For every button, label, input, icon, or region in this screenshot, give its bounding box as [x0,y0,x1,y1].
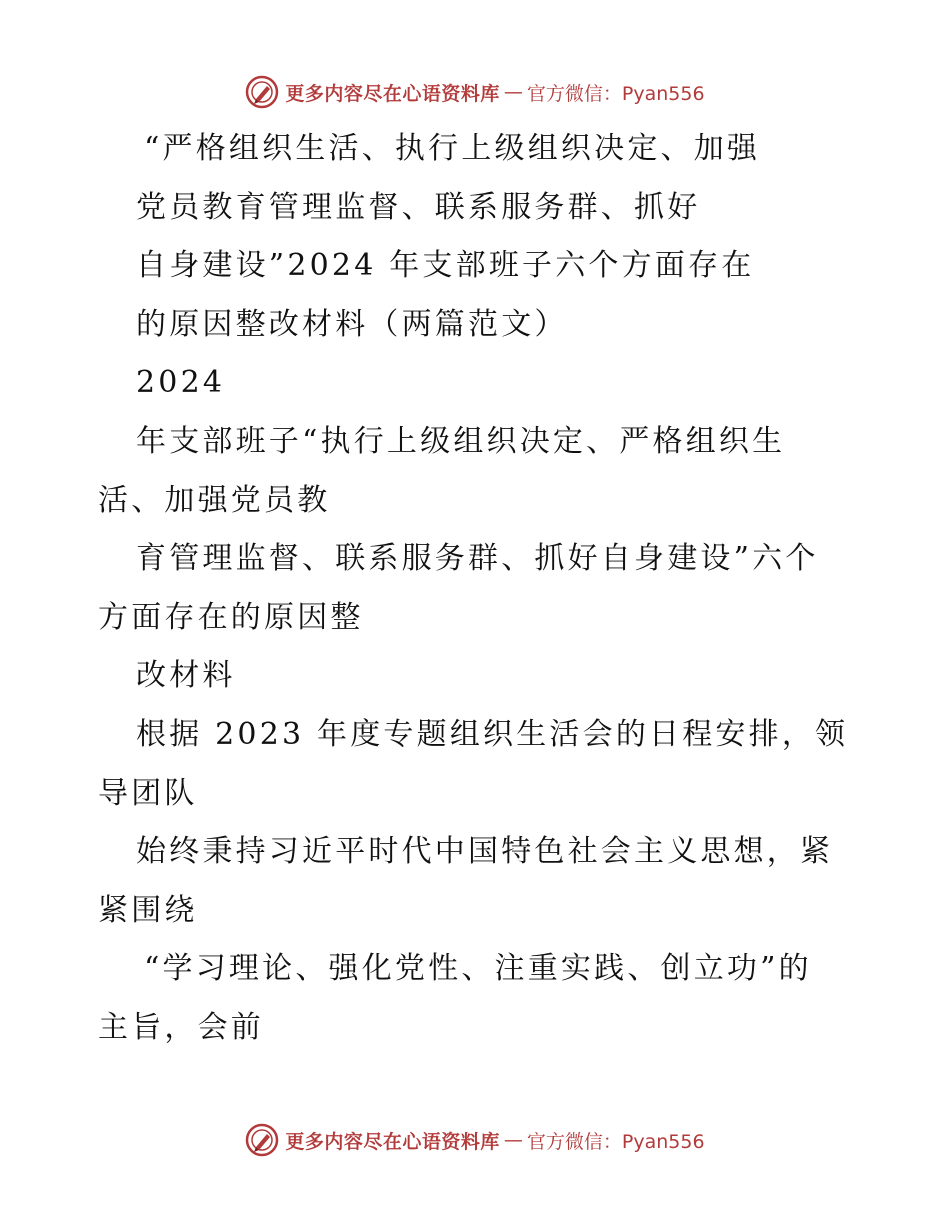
pen-logo-icon [245,1123,279,1157]
watermark-official-text: 官方微信：Pyan556 [526,1130,705,1153]
doc-line-year: 2024 [136,365,226,401]
header-watermark [0,72,950,112]
watermark-brand-text: 更多内容尽在心语资料库 [285,1130,500,1153]
doc-paragraph-line-4: 紧围绕 [98,892,198,928]
doc-subtitle-line-1: 年支部班子“执行上级组织决定、严格组织生 [136,423,786,459]
document-body [98,120,858,1058]
watermark-brand-text: 更多内容尽在心语资料库 [285,82,500,105]
footer-watermark [0,1120,950,1160]
watermark-separator: — [503,81,523,103]
doc-subtitle-line-4: 方面存在的原因整 [98,599,364,635]
doc-subtitle-line-2: 活、加强党员教 [98,482,331,518]
doc-paragraph-line-2: 导团队 [98,775,198,811]
pen-logo-icon [245,75,279,109]
doc-title-line-2: 党员教育管理监督、联系服务群、抓好 [136,189,701,225]
doc-paragraph-line-3: 始终秉持习近平时代中国特色社会主义思想，紧 [136,834,834,870]
doc-title-line-3: 自身建设”2024 年支部班子六个方面存在 [136,248,755,284]
doc-subtitle-line-5: 改材料 [136,658,236,694]
doc-title-line-1: “严格组织生活、执行上级组织决定、加强 [144,131,761,166]
watermark-separator: — [503,1129,523,1151]
doc-title-line-4: 的原因整改材料（两篇范文） [136,306,568,342]
doc-paragraph-line-6: 主旨，会前 [98,1009,264,1045]
doc-paragraph-line-1: 根据 2023 年度专题组织生活会的日程安排，领 [136,716,849,752]
doc-paragraph-line-5: “学习理论、强化党性、注重实践、创立功”的 [144,951,812,987]
watermark-official-text: 官方微信：Pyan556 [526,82,705,105]
doc-subtitle-line-3: 育管理监督、联系服务群、抓好自身建设”六个 [136,541,819,577]
